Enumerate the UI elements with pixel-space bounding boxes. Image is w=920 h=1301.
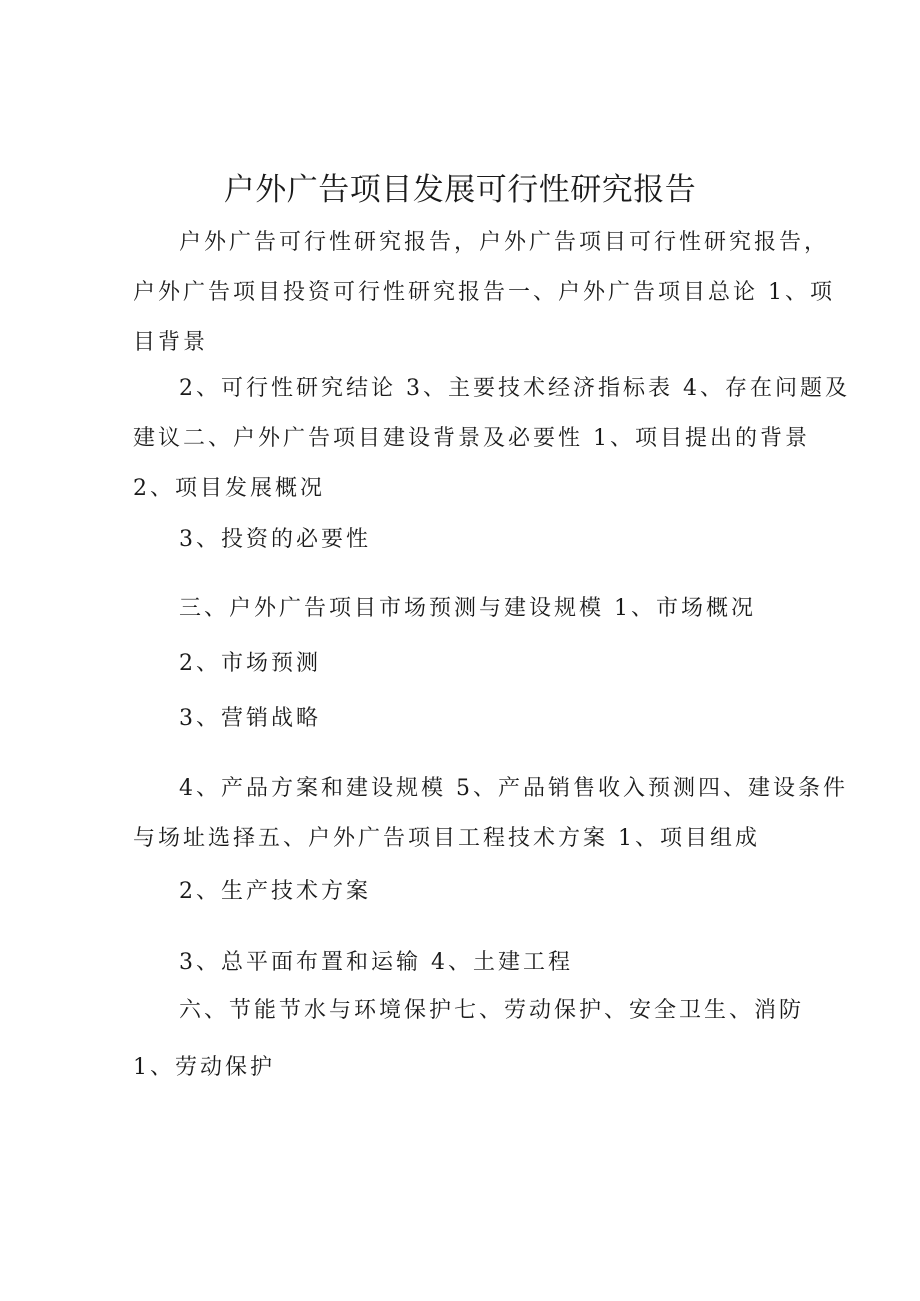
paragraph-3 (133, 515, 793, 565)
paragraph-7 (133, 764, 848, 864)
text-line: 1、劳动保护 (133, 1055, 275, 1080)
text-line: 三、户外广告项目市场预测与建设规模 1、市场概况 (179, 596, 756, 621)
paragraph-10 (133, 986, 805, 1093)
paragraph-9 (133, 938, 793, 988)
paragraph-8 (133, 867, 793, 917)
text-line: 3、营销战略 (179, 706, 321, 731)
paragraph-2 (133, 364, 850, 514)
paragraph-5 (133, 639, 793, 689)
text-line: 2、项目发展概况 (133, 476, 325, 501)
text-line: 4、产品方案和建设规模 5、产品销售收入预测四、建设条件 (179, 776, 848, 801)
text-line: 户外广告可行性研究报告，户外广告项目可行性研究报告， (179, 230, 830, 255)
text-line: 户外广告项目投资可行性研究报告一、户外广告项目总论 1、项 (133, 280, 835, 305)
paragraph-1 (133, 218, 835, 368)
paragraph-4 (133, 584, 793, 634)
text-line: 3、投资的必要性 (179, 527, 371, 552)
text-line: 与场址选择五、户外广告项目工程技术方案 1、项目组成 (133, 826, 760, 851)
text-line: 2、生产技术方案 (179, 879, 371, 904)
text-line: 建议二、户外广告项目建设背景及必要性 1、项目提出的背景 (133, 426, 810, 451)
text-line: 2、市场预测 (179, 651, 321, 676)
text-line: 六、节能节水与环境保护七、劳动保护、安全卫生、消防 (179, 998, 805, 1023)
paragraph-6 (133, 694, 793, 744)
text-line: 3、总平面布置和运输 4、土建工程 (179, 950, 573, 975)
text-line: 目背景 (133, 330, 209, 355)
text-line: 2、可行性研究结论 3、主要技术经济指标表 4、存在问题及 (179, 376, 850, 401)
document-title: 户外广告项目发展可行性研究报告 (223, 172, 697, 208)
